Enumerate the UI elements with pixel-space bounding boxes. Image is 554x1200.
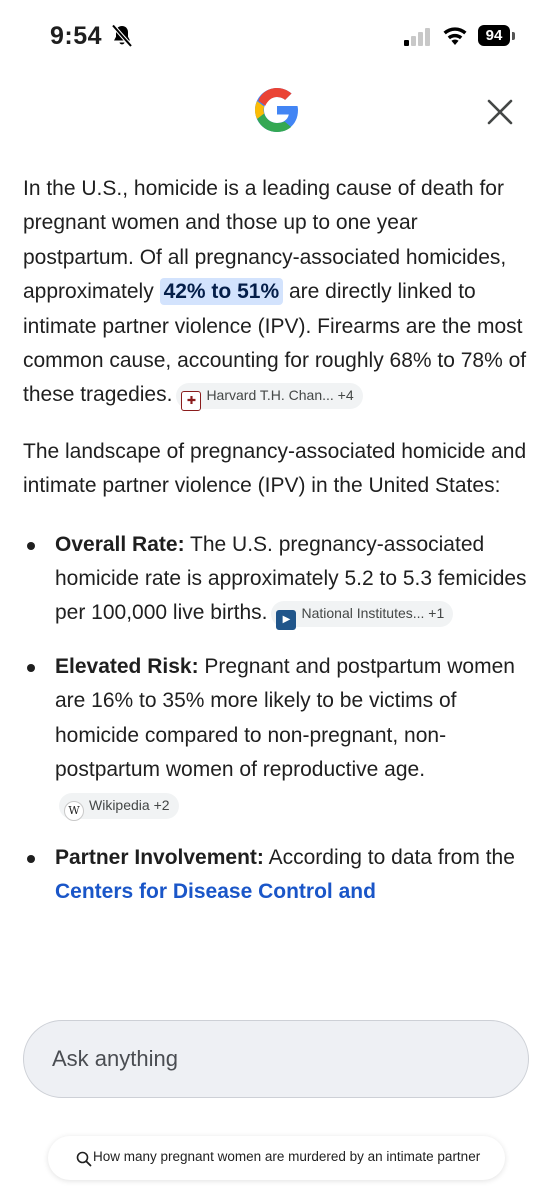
nih-logo-icon: ▶ xyxy=(276,610,296,630)
answer-paragraph: The landscape of pregnancy-associated homicide and intimate partner violence (IPV) in the United States: xyxy=(23,439,527,498)
google-logo-icon xyxy=(253,86,301,134)
query-pill[interactable] xyxy=(48,1136,505,1180)
list-item xyxy=(23,528,533,631)
list-item xyxy=(23,841,533,910)
close-button[interactable] xyxy=(478,92,522,132)
answer-text: are directly linked to intimate partner violence (IPV). Firearms are the most common cause, accounting for roughly 68% to 78% of these tragedies. xyxy=(23,280,527,407)
bullet-text: The U.S. pregnancy-associated homicide rate is approximately 5.2 to 5.3 femicides per 100,000 live births. xyxy=(55,532,527,625)
bullet-title: Overall Rate: xyxy=(55,532,185,556)
highlighted-stat: 42% to 51% xyxy=(160,278,284,305)
ai-answer xyxy=(23,172,533,980)
search-icon xyxy=(76,1151,92,1167)
ask-input[interactable] xyxy=(52,1021,492,1097)
battery-indicator: 94 xyxy=(478,25,510,46)
scroll-fade xyxy=(0,930,554,990)
status-time: 9:54 xyxy=(50,22,103,50)
query-text: How many pregnant women are murdered by an intimate partner xyxy=(93,1149,481,1164)
bullet-text: According to data from the xyxy=(263,845,515,869)
answer-text: In the U.S., homicide is a leading cause of death for pregnant women and those up to one year postpartum. Of all pregnancy-associated homicides, approximately xyxy=(23,177,507,304)
source-chip-nih[interactable] xyxy=(271,601,453,627)
harvard-shield-icon: ✚ xyxy=(181,391,201,411)
bullet-title: Partner Involvement: xyxy=(55,845,264,869)
source-chip-wikipedia[interactable] xyxy=(59,793,179,819)
answer-paragraph xyxy=(23,172,533,413)
battery-cap xyxy=(512,32,515,40)
list-item xyxy=(23,650,533,822)
ask-box[interactable] xyxy=(23,1020,529,1098)
cdc-link[interactable]: Centers for Disease Control and xyxy=(55,880,376,904)
source-chip-label: Wikipedia +2 xyxy=(89,796,170,813)
source-chip-harvard[interactable] xyxy=(176,383,362,409)
source-chip-label: National Institutes... +1 xyxy=(301,605,445,622)
bullet-text: Pregnant and postpartum women are 16% to 35% more likely to be victims of homicide compared to non-pregnant, non-postpartum women of reproductive age. xyxy=(55,654,515,782)
wikipedia-icon: W xyxy=(64,801,84,821)
status-bar xyxy=(0,0,554,74)
source-chip-label: Harvard T.H. Chan... +4 xyxy=(206,387,354,404)
bell-slash-icon xyxy=(111,24,133,48)
wifi-icon xyxy=(441,24,469,46)
answer-bullet-list xyxy=(23,528,533,910)
bullet-title: Elevated Risk: xyxy=(55,654,199,678)
